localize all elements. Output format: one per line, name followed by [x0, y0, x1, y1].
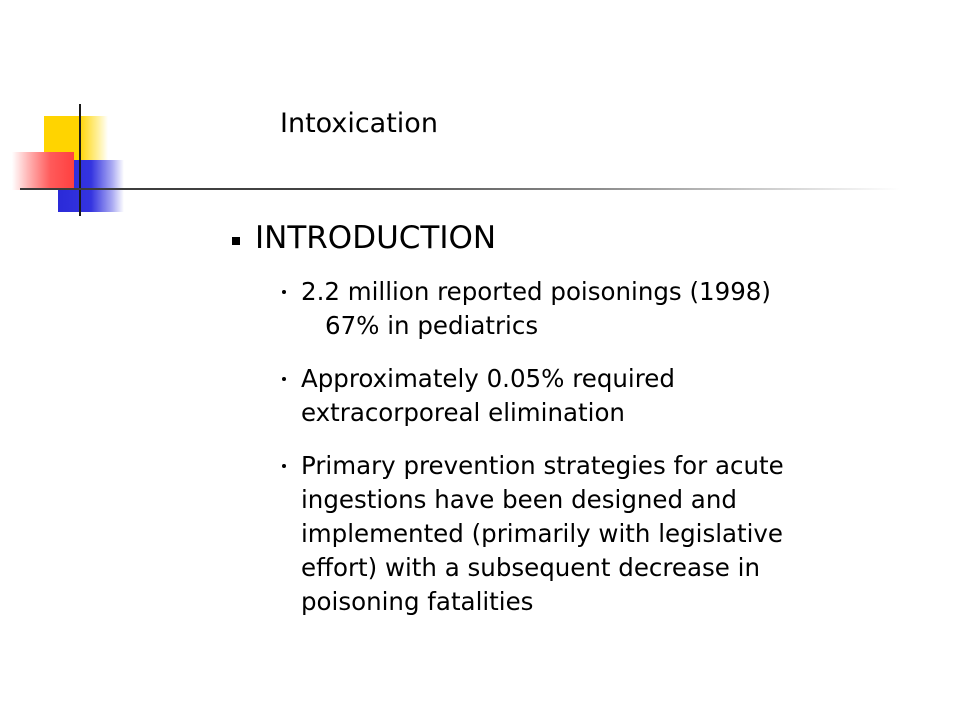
list-item-line: Approximately 0.05% required	[301, 364, 675, 393]
list-item-line: Primary prevention strategies for acute	[301, 451, 784, 480]
title-underline-rule	[20, 188, 900, 190]
list-item-line: effort) with a subsequent decrease in	[301, 553, 760, 582]
red-block-decoration	[12, 152, 74, 190]
square-bullet-icon	[232, 237, 240, 245]
dot-bullet-icon	[282, 377, 286, 381]
list-item-line: poisoning fatalities	[301, 587, 534, 616]
list-item-line: 67% in pediatrics	[325, 311, 539, 340]
list-item-line: 2.2 million reported poisonings (1998)	[301, 277, 771, 306]
list-item-line: extracorporeal elimination	[301, 398, 625, 427]
vertical-rule-decoration	[79, 104, 81, 216]
list-item	[282, 449, 922, 619]
slide-title: Intoxication	[280, 108, 438, 139]
list-item-line: ingestions have been designed and	[301, 485, 737, 514]
heading-row	[232, 220, 496, 256]
dot-bullet-icon	[282, 464, 286, 468]
list-item-line: implemented (primarily with legislative	[301, 519, 784, 548]
list-item	[282, 362, 922, 430]
dot-bullet-icon	[282, 290, 286, 294]
bullet-list	[282, 275, 922, 638]
section-heading: INTRODUCTION	[255, 220, 497, 256]
list-item	[282, 275, 922, 343]
